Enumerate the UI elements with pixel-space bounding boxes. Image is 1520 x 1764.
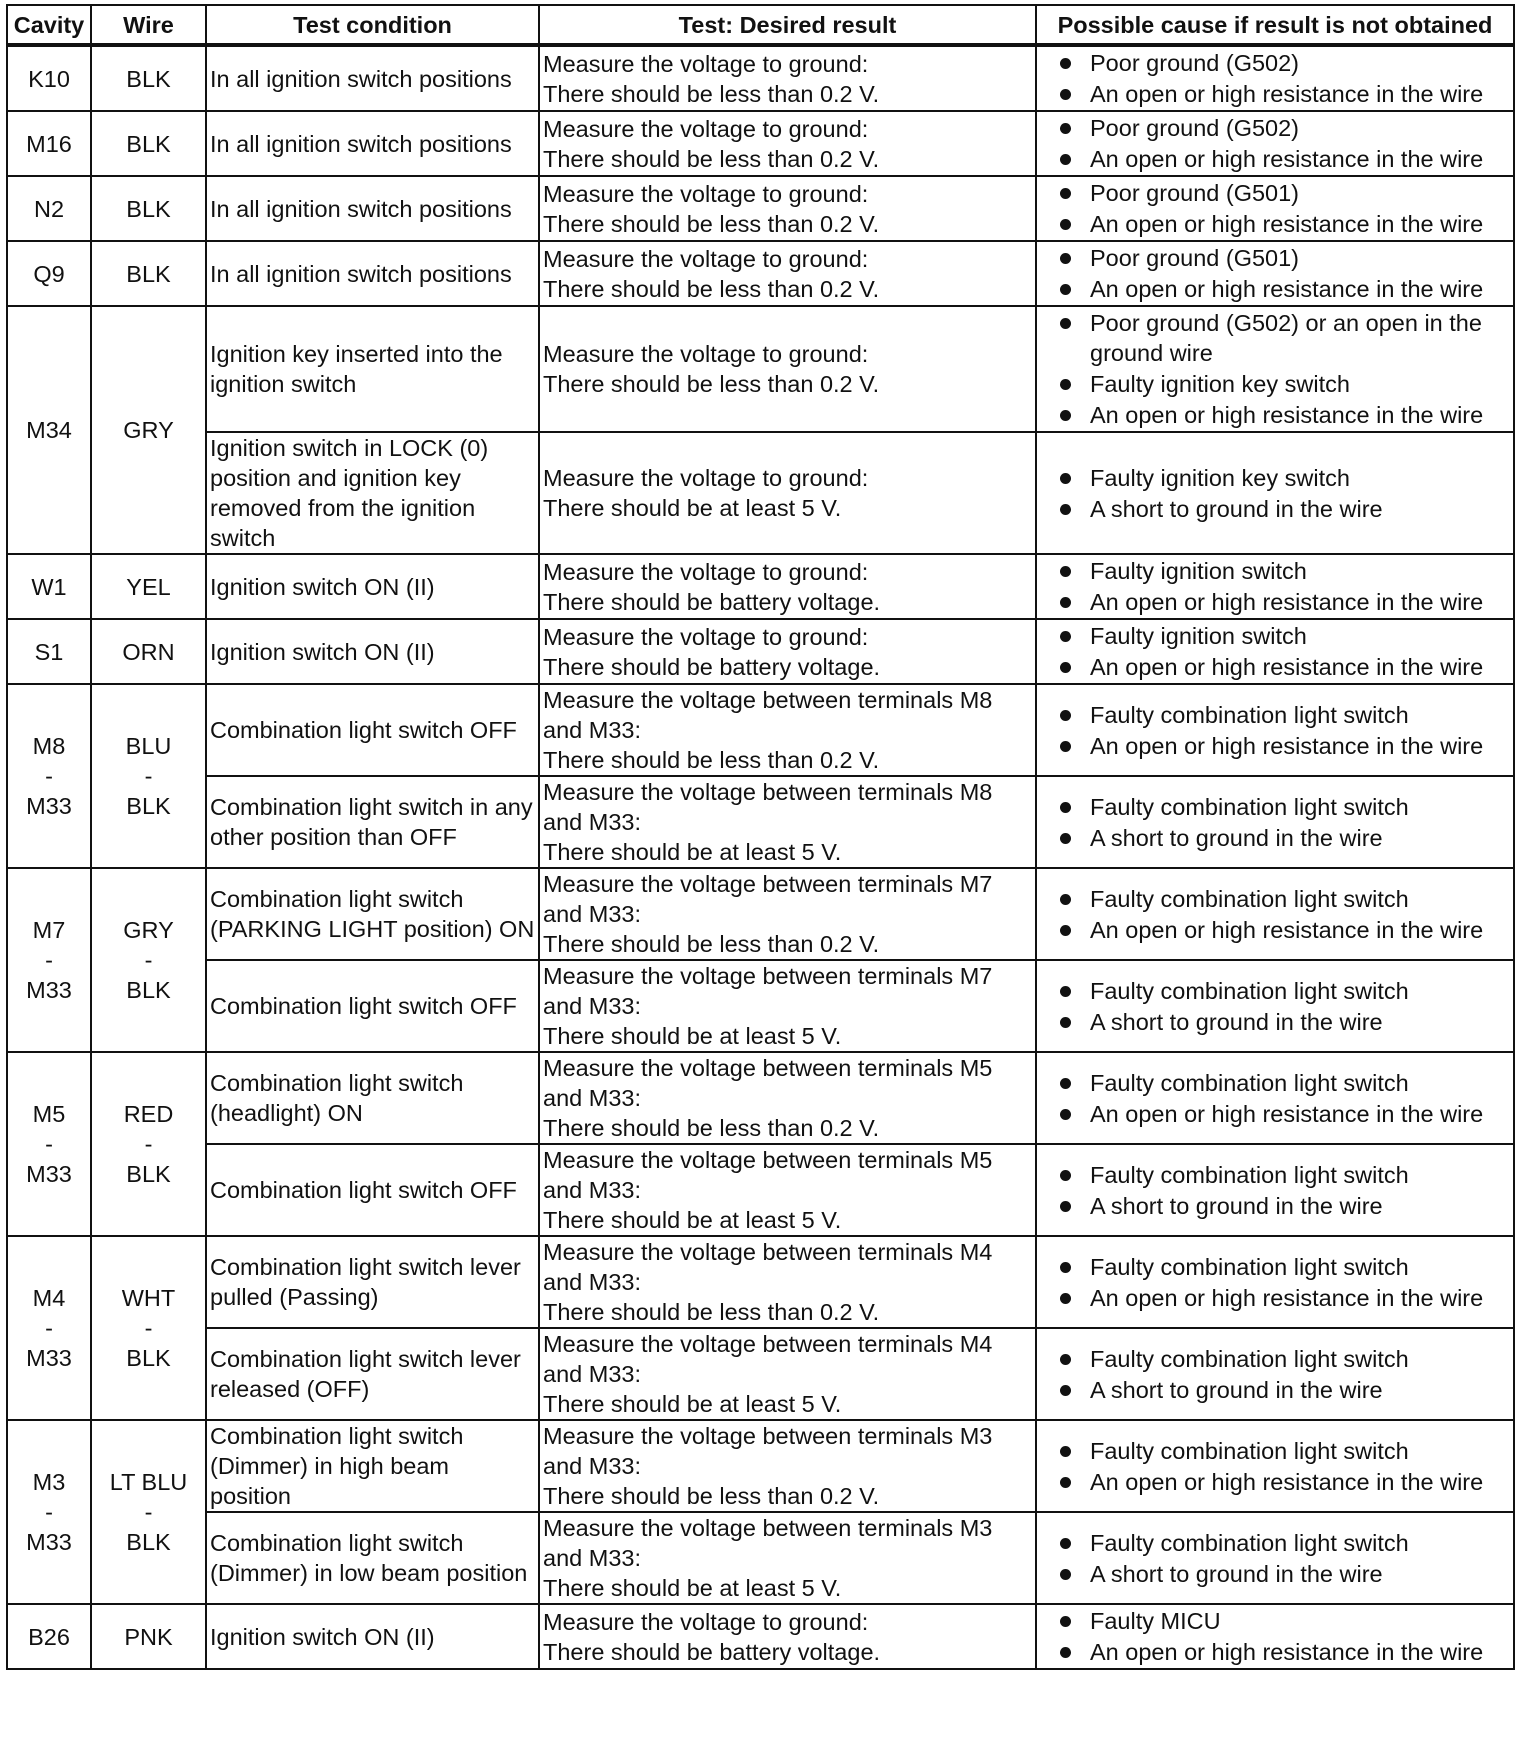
desired-result-line: Measure the voltage between terminals M3 <box>543 1423 993 1449</box>
wire-text: GRY <box>123 417 174 443</box>
cause-item: Faulty combination light switch <box>1040 976 1510 1006</box>
cavity-text: W1 <box>31 573 67 600</box>
table-row <box>7 1236 1514 1328</box>
test-condition-cell <box>206 176 539 241</box>
desired-result-line: There should be less than 0.2 V. <box>543 145 880 172</box>
desired-result-line: There should be battery voltage. <box>543 653 881 680</box>
wire-text: ORN <box>122 638 175 665</box>
test-condition-text: Combination light switch lever released (OFF) <box>210 1346 521 1402</box>
cavity-text: M16 <box>26 130 72 157</box>
desired-result-cell <box>539 960 1036 1052</box>
cause-item: Faulty ignition switch <box>1040 621 1510 651</box>
desired-result-cell <box>539 241 1036 306</box>
wire-cell <box>91 1420 206 1604</box>
cause-item: Faulty combination light switch <box>1040 884 1510 914</box>
cause-list <box>1040 1068 1510 1129</box>
cavity-text: M33 <box>26 1345 72 1371</box>
cause-item: An open or high resistance in the wire <box>1040 209 1510 239</box>
cavity-text: M3 <box>32 1469 66 1495</box>
table-row <box>7 111 1514 176</box>
desired-result-line: Measure the voltage between terminals M5 <box>543 1147 993 1173</box>
wire-text: BLK <box>126 195 171 222</box>
cause-list <box>1040 243 1510 304</box>
test-condition-cell <box>206 306 539 432</box>
desired-result-line: Measure the voltage between terminals M3 <box>543 1515 993 1541</box>
test-condition-text: Combination light switch (Dimmer) in low beam position <box>210 1530 528 1586</box>
wire-text: BLK <box>126 793 171 819</box>
cause-item: An open or high resistance in the wire <box>1040 587 1510 617</box>
test-condition-text: In all ignition switch positions <box>210 65 512 92</box>
test-condition-text: Combination light switch (headlight) ON <box>210 1070 464 1126</box>
cause-item: A short to ground in the wire <box>1040 823 1510 853</box>
table-body <box>7 45 1514 1669</box>
cause-item: An open or high resistance in the wire <box>1040 1099 1510 1129</box>
connector-test-table <box>6 4 1515 1670</box>
possible-cause-cell <box>1036 111 1514 176</box>
test-condition-cell <box>206 1052 539 1144</box>
wire-cell <box>91 868 206 1052</box>
table-row <box>7 684 1514 776</box>
desired-result-cell <box>539 1328 1036 1420</box>
desired-result-line: There should be at least 5 V. <box>543 1391 842 1417</box>
cause-list <box>1040 1344 1510 1405</box>
test-condition-cell <box>206 1604 539 1669</box>
test-condition-cell <box>206 1236 539 1328</box>
desired-result-cell <box>539 619 1036 684</box>
desired-result-line: There should be at least 5 V. <box>543 1023 842 1049</box>
desired-result-line: Measure the voltage between terminals M4 <box>543 1239 993 1265</box>
cause-list <box>1040 48 1510 109</box>
cause-list <box>1040 976 1510 1037</box>
cavity-text: K10 <box>28 65 70 92</box>
desired-result-line: Measure the voltage between terminals M7 <box>543 871 993 897</box>
desired-result-line: There should be less than 0.2 V. <box>543 1115 880 1141</box>
cause-item: Faulty ignition key switch <box>1040 369 1510 399</box>
test-condition-cell <box>206 1144 539 1236</box>
desired-result-line: Measure the voltage between terminals M8 <box>543 687 993 713</box>
wire-cell <box>91 1052 206 1236</box>
cause-list <box>1040 1160 1510 1221</box>
test-condition-cell <box>206 554 539 619</box>
possible-cause-cell <box>1036 1328 1514 1420</box>
cause-item: Faulty combination light switch <box>1040 1068 1510 1098</box>
cause-item: Poor ground (G501) <box>1040 243 1510 273</box>
desired-result-line: Measure the voltage to ground: <box>543 115 869 142</box>
desired-result-line: and M33: <box>543 717 641 743</box>
cause-item: Poor ground (G502) <box>1040 48 1510 78</box>
test-condition-cell <box>206 868 539 960</box>
desired-result-line: There should be less than 0.2 V. <box>543 371 880 397</box>
desired-result-cell <box>539 1144 1036 1236</box>
desired-result-cell <box>539 1236 1036 1328</box>
wire-cell <box>91 241 206 306</box>
desired-result-cell <box>539 1604 1036 1669</box>
test-condition-text: Ignition switch ON (II) <box>210 573 435 600</box>
wire-text: GRY <box>123 917 174 943</box>
desired-result-line: Measure the voltage between terminals M8 <box>543 779 993 805</box>
desired-result-cell <box>539 306 1036 432</box>
cause-item: An open or high resistance in the wire <box>1040 1283 1510 1313</box>
table-row <box>7 1604 1514 1669</box>
possible-cause-cell <box>1036 1420 1514 1512</box>
cause-item: An open or high resistance in the wire <box>1040 274 1510 304</box>
cavity-text: M33 <box>26 977 72 1003</box>
test-condition-text: Combination light switch OFF <box>210 1177 517 1203</box>
test-condition-cell <box>206 1420 539 1512</box>
wire-text: BLK <box>126 1529 171 1555</box>
desired-result-line: There should be battery voltage. <box>543 1638 881 1665</box>
wire-cell <box>91 176 206 241</box>
desired-result-line: There should be less than 0.2 V. <box>543 747 880 773</box>
possible-cause-cell <box>1036 306 1514 432</box>
wire-cell <box>91 554 206 619</box>
table-row <box>7 45 1514 111</box>
test-condition-text: Combination light switch OFF <box>210 717 517 743</box>
cavity-text: M7 <box>32 917 66 943</box>
wire-text: WHT <box>121 1285 176 1311</box>
cavity-text: M33 <box>26 1529 72 1555</box>
test-condition-text: Combination light switch lever pulled (Passing) <box>210 1254 521 1310</box>
header-possible-cause: Possible cause if result is not obtained <box>1036 5 1514 45</box>
test-condition-cell <box>206 432 539 554</box>
wire-cell <box>91 306 206 554</box>
wire-cell <box>91 684 206 868</box>
table-row <box>7 1512 1514 1604</box>
wire-text: - <box>144 1315 153 1341</box>
possible-cause-cell <box>1036 432 1514 554</box>
wire-cell <box>91 45 206 111</box>
table-row <box>7 619 1514 684</box>
cause-item: An open or high resistance in the wire <box>1040 400 1510 430</box>
possible-cause-cell <box>1036 241 1514 306</box>
test-condition-cell <box>206 960 539 1052</box>
cause-item: An open or high resistance in the wire <box>1040 1637 1510 1667</box>
cause-item: Faulty combination light switch <box>1040 1344 1510 1374</box>
test-condition-cell <box>206 1512 539 1604</box>
test-condition-cell <box>206 776 539 868</box>
cavity-text: B26 <box>28 1623 70 1650</box>
test-condition-text: Combination light switch (Dimmer) in high beam position <box>210 1423 464 1509</box>
possible-cause-cell <box>1036 776 1514 868</box>
desired-result-line: There should be less than 0.2 V. <box>543 1483 880 1509</box>
wire-text: - <box>144 1499 153 1525</box>
cavity-cell <box>7 1052 91 1236</box>
wire-text: RED <box>123 1101 174 1127</box>
test-condition-text: Combination light switch (PARKING LIGHT position) ON <box>210 886 535 942</box>
table-row <box>7 432 1514 554</box>
table-row <box>7 306 1514 432</box>
desired-result-line: and M33: <box>543 1177 641 1203</box>
cavity-text: - <box>45 1499 53 1525</box>
wire-cell <box>91 111 206 176</box>
wire-cell <box>91 1604 206 1669</box>
cavity-cell <box>7 868 91 1052</box>
possible-cause-cell <box>1036 1512 1514 1604</box>
wire-text: BLK <box>126 260 171 287</box>
cavity-cell <box>7 619 91 684</box>
cause-item: An open or high resistance in the wire <box>1040 1467 1510 1497</box>
possible-cause-cell <box>1036 176 1514 241</box>
table-row <box>7 1328 1514 1420</box>
wire-text: BLK <box>126 130 171 157</box>
desired-result-cell <box>539 684 1036 776</box>
test-condition-text: Combination light switch in any other position than OFF <box>210 794 533 850</box>
cavity-text: - <box>45 947 53 973</box>
test-condition-cell <box>206 111 539 176</box>
cause-item: An open or high resistance in the wire <box>1040 915 1510 945</box>
cavity-text: M5 <box>32 1101 66 1127</box>
header-test-condition: Test condition <box>206 5 539 45</box>
desired-result-line: and M33: <box>543 1085 641 1111</box>
desired-result-line: and M33: <box>543 1545 641 1571</box>
desired-result-line: and M33: <box>543 1361 641 1387</box>
test-condition-cell <box>206 1328 539 1420</box>
wire-text: BLK <box>126 1345 171 1371</box>
header-cavity: Cavity <box>7 5 91 45</box>
test-condition-text: Ignition switch in LOCK (0) position and ignition key removed from the ignition switch <box>210 435 489 551</box>
cavity-cell <box>7 306 91 554</box>
cause-list <box>1040 884 1510 945</box>
desired-result-line: Measure the voltage between terminals M4 <box>543 1331 993 1357</box>
wire-cell <box>91 619 206 684</box>
cavity-cell <box>7 1420 91 1604</box>
wire-text: PNK <box>124 1623 173 1650</box>
desired-result-line: There should be less than 0.2 V. <box>543 275 880 302</box>
cause-item: Faulty combination light switch <box>1040 700 1510 730</box>
cavity-cell <box>7 1604 91 1669</box>
cause-list <box>1040 178 1510 239</box>
test-condition-text: Ignition switch ON (II) <box>210 1623 435 1650</box>
desired-result-line: There should be less than 0.2 V. <box>543 1299 880 1325</box>
possible-cause-cell <box>1036 45 1514 111</box>
desired-result-line: Measure the voltage to ground: <box>543 1608 869 1635</box>
desired-result-line: Measure the voltage between terminals M7 <box>543 963 993 989</box>
possible-cause-cell <box>1036 868 1514 960</box>
test-condition-text: In all ignition switch positions <box>210 195 512 222</box>
desired-result-line: and M33: <box>543 809 641 835</box>
cavity-text: - <box>45 763 53 789</box>
desired-result-cell <box>539 1420 1036 1512</box>
cause-item: A short to ground in the wire <box>1040 1007 1510 1037</box>
desired-result-cell <box>539 554 1036 619</box>
cause-item: A short to ground in the wire <box>1040 494 1510 524</box>
possible-cause-cell <box>1036 554 1514 619</box>
desired-result-cell <box>539 432 1036 554</box>
table-row <box>7 176 1514 241</box>
cause-item: Faulty combination light switch <box>1040 1528 1510 1558</box>
wire-text: LT BLU <box>109 1469 188 1495</box>
desired-result-line: and M33: <box>543 1269 641 1295</box>
cavity-cell <box>7 111 91 176</box>
desired-result-line: There should be at least 5 V. <box>543 1575 842 1601</box>
cavity-cell <box>7 45 91 111</box>
desired-result-line: There should be at least 5 V. <box>543 839 842 865</box>
wire-cell <box>91 1236 206 1420</box>
desired-result-cell <box>539 111 1036 176</box>
test-condition-text: Combination light switch OFF <box>210 993 517 1019</box>
cavity-text: M4 <box>32 1285 66 1311</box>
cause-item: A short to ground in the wire <box>1040 1375 1510 1405</box>
cavity-cell <box>7 241 91 306</box>
desired-result-line: Measure the voltage to ground: <box>543 623 869 650</box>
table-row <box>7 960 1514 1052</box>
cause-item: An open or high resistance in the wire <box>1040 144 1510 174</box>
table-row <box>7 1052 1514 1144</box>
cause-item: Faulty combination light switch <box>1040 792 1510 822</box>
desired-result-line: There should be battery voltage. <box>543 588 881 615</box>
possible-cause-cell <box>1036 1052 1514 1144</box>
page <box>6 4 1513 1670</box>
cause-item: Poor ground (G502) <box>1040 113 1510 143</box>
desired-result-line: and M33: <box>543 901 641 927</box>
table-row <box>7 1420 1514 1512</box>
cavity-text: - <box>45 1131 53 1157</box>
desired-result-cell <box>539 45 1036 111</box>
table-row <box>7 1144 1514 1236</box>
possible-cause-cell <box>1036 619 1514 684</box>
cause-item: An open or high resistance in the wire <box>1040 731 1510 761</box>
test-condition-cell <box>206 45 539 111</box>
header-row <box>7 5 1514 45</box>
wire-text: BLK <box>126 1161 171 1187</box>
cause-item: Faulty combination light switch <box>1040 1436 1510 1466</box>
table-row <box>7 241 1514 306</box>
cause-list <box>1040 792 1510 853</box>
cause-item: An open or high resistance in the wire <box>1040 652 1510 682</box>
test-condition-text: Ignition switch ON (II) <box>210 638 435 665</box>
cause-item: Faulty MICU <box>1040 1606 1510 1636</box>
cavity-cell <box>7 554 91 619</box>
cause-item: Poor ground (G502) or an open in the ground wire <box>1040 308 1510 368</box>
possible-cause-cell <box>1036 684 1514 776</box>
cause-item: A short to ground in the wire <box>1040 1559 1510 1589</box>
desired-result-line: There should be less than 0.2 V. <box>543 210 880 237</box>
cause-list <box>1040 113 1510 174</box>
test-condition-text: In all ignition switch positions <box>210 130 512 157</box>
table-row <box>7 868 1514 960</box>
test-condition-cell <box>206 619 539 684</box>
desired-result-line: Measure the voltage to ground: <box>543 180 869 207</box>
cause-item: An open or high resistance in the wire <box>1040 79 1510 109</box>
desired-result-line: Measure the voltage to ground: <box>543 50 869 77</box>
wire-text: YEL <box>126 573 171 600</box>
test-condition-text: In all ignition switch positions <box>210 260 512 287</box>
wire-text: - <box>144 1131 153 1157</box>
test-condition-cell <box>206 684 539 776</box>
cavity-text: S1 <box>34 638 64 665</box>
cause-item: Faulty ignition switch <box>1040 556 1510 586</box>
header-wire: Wire <box>91 5 206 45</box>
wire-text: BLU <box>125 733 172 759</box>
desired-result-line: There should be at least 5 V. <box>543 495 842 521</box>
cause-list <box>1040 1606 1510 1667</box>
cavity-text: N2 <box>33 195 65 222</box>
cause-item: Faulty combination light switch <box>1040 1160 1510 1190</box>
cause-item: Poor ground (G501) <box>1040 178 1510 208</box>
cause-list <box>1040 308 1510 430</box>
desired-result-line: and M33: <box>543 993 641 1019</box>
desired-result-cell <box>539 1512 1036 1604</box>
cavity-text: - <box>45 1315 53 1341</box>
cavity-cell <box>7 176 91 241</box>
header-desired-result: Test: Desired result <box>539 5 1036 45</box>
desired-result-line: Measure the voltage to ground: <box>543 465 869 491</box>
cause-list <box>1040 463 1510 524</box>
desired-result-cell <box>539 176 1036 241</box>
wire-text: BLK <box>126 65 171 92</box>
cavity-text: M33 <box>26 793 72 819</box>
table-row <box>7 554 1514 619</box>
desired-result-line: Measure the voltage to ground: <box>543 558 869 585</box>
possible-cause-cell <box>1036 1144 1514 1236</box>
desired-result-line: There should be less than 0.2 V. <box>543 80 880 107</box>
cavity-text: M34 <box>26 417 72 443</box>
desired-result-cell <box>539 868 1036 960</box>
desired-result-cell <box>539 776 1036 868</box>
wire-text: - <box>144 947 153 973</box>
cavity-cell <box>7 684 91 868</box>
desired-result-line: Measure the voltage between terminals M5 <box>543 1055 993 1081</box>
desired-result-cell <box>539 1052 1036 1144</box>
cause-item: Faulty ignition key switch <box>1040 463 1510 493</box>
cavity-text: M8 <box>32 733 66 759</box>
cavity-text: Q9 <box>33 260 65 287</box>
desired-result-line: There should be less than 0.2 V. <box>543 931 880 957</box>
cause-list <box>1040 1528 1510 1589</box>
possible-cause-cell <box>1036 1236 1514 1328</box>
test-condition-cell <box>206 241 539 306</box>
desired-result-line: Measure the voltage to ground: <box>543 245 869 272</box>
possible-cause-cell <box>1036 960 1514 1052</box>
cause-list <box>1040 621 1510 682</box>
cause-list <box>1040 556 1510 617</box>
cause-list <box>1040 1252 1510 1313</box>
table-row <box>7 776 1514 868</box>
cavity-text: M33 <box>26 1161 72 1187</box>
cause-item: Faulty combination light switch <box>1040 1252 1510 1282</box>
desired-result-line: Measure the voltage to ground: <box>543 341 869 367</box>
cause-item: A short to ground in the wire <box>1040 1191 1510 1221</box>
desired-result-line: There should be at least 5 V. <box>543 1207 842 1233</box>
cavity-cell <box>7 1236 91 1420</box>
cause-list <box>1040 700 1510 761</box>
possible-cause-cell <box>1036 1604 1514 1669</box>
wire-text: - <box>144 763 153 789</box>
wire-text: BLK <box>126 977 171 1003</box>
desired-result-line: and M33: <box>543 1453 641 1479</box>
cause-list <box>1040 1436 1510 1497</box>
test-condition-text: Ignition key inserted into the ignition switch <box>210 341 503 397</box>
